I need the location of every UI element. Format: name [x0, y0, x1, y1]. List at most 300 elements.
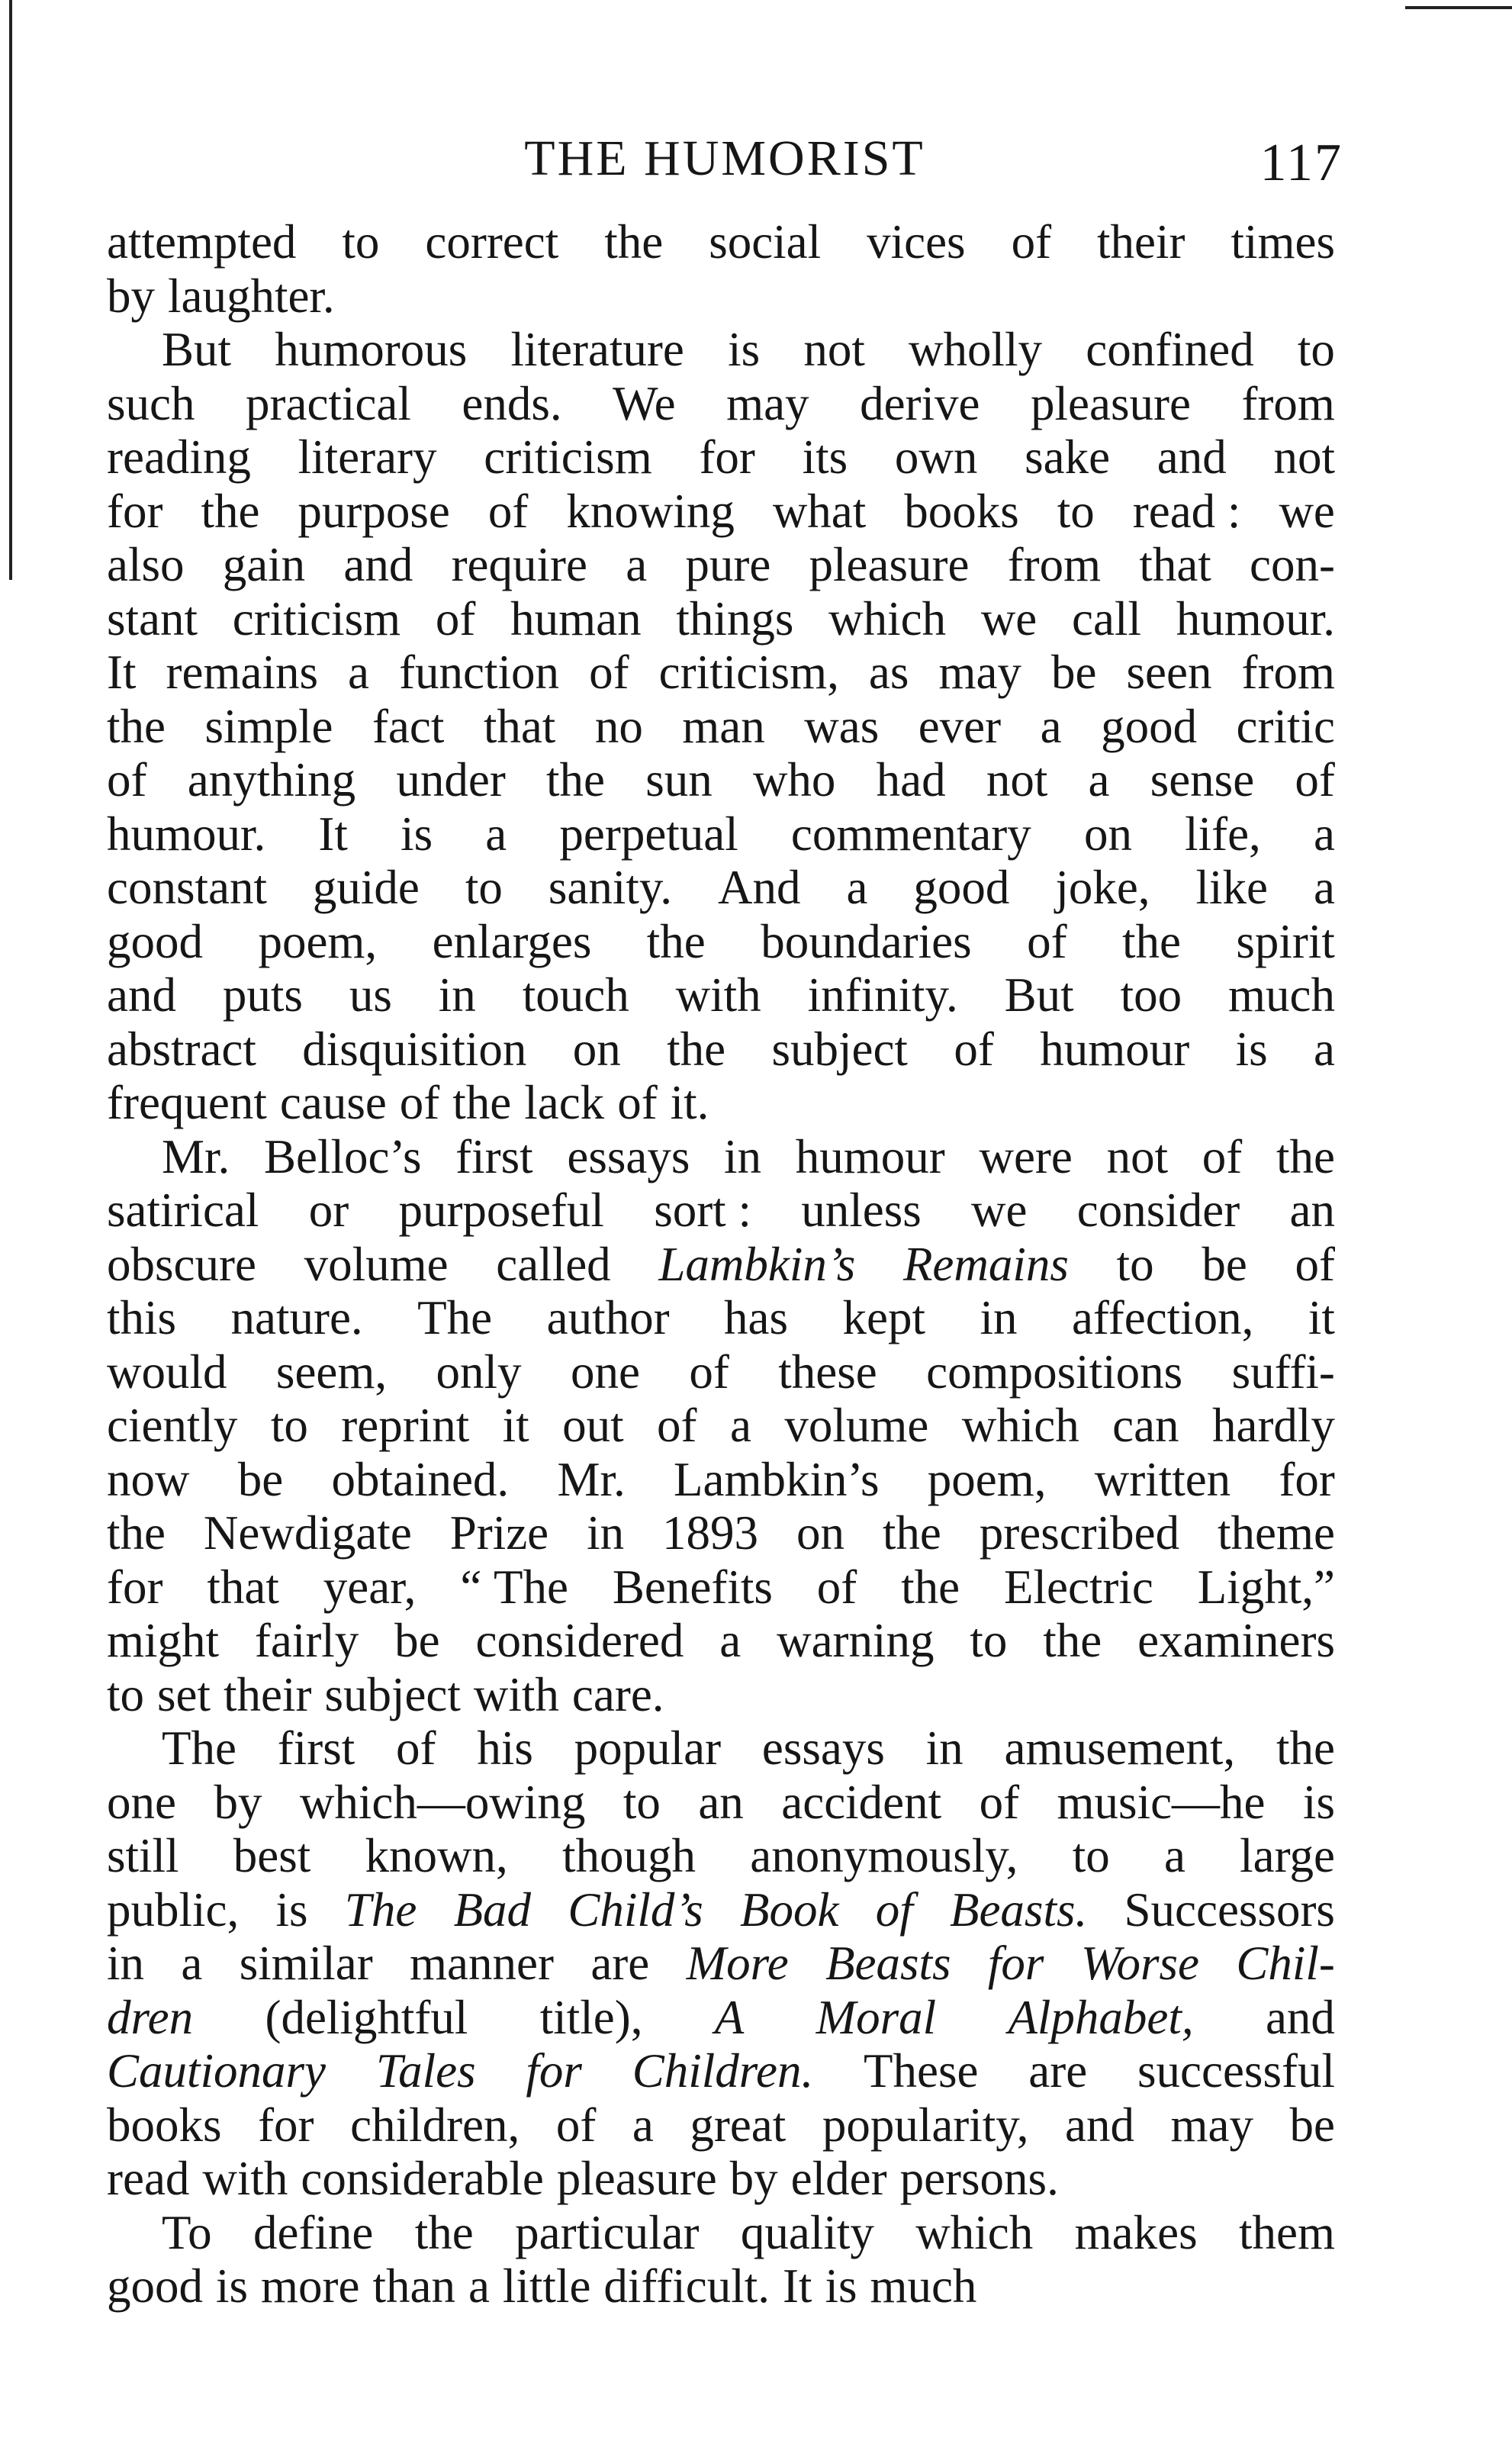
word: can	[1112, 1399, 1179, 1452]
text-line	[107, 269, 1335, 324]
word: literary	[298, 430, 437, 484]
word: to	[970, 1614, 1008, 1667]
word: kept	[842, 1291, 925, 1344]
page-number: 117	[1259, 134, 1343, 192]
word: a	[719, 1614, 742, 1667]
word: boundaries	[761, 914, 972, 968]
word: purpose	[298, 484, 450, 538]
word: derive	[860, 376, 980, 430]
text-line	[107, 1076, 1335, 1130]
word: difficult.	[603, 2259, 770, 2313]
word: amusement,	[1004, 1721, 1236, 1775]
word: sanity.	[548, 861, 672, 914]
word: in	[980, 1291, 1018, 1344]
word: good	[107, 914, 203, 968]
text-line	[107, 1183, 1335, 1238]
word: unless	[801, 1183, 922, 1237]
word: a	[485, 807, 507, 861]
word: in	[438, 968, 476, 1022]
word: Lambkin’s	[674, 1452, 880, 1506]
word: sake	[1025, 430, 1111, 484]
word: little	[502, 2259, 591, 2313]
word: the	[882, 1506, 941, 1560]
word: a	[729, 1399, 751, 1452]
word: Beasts	[825, 1937, 951, 1990]
word: to	[1072, 1829, 1110, 1882]
text-line	[107, 2098, 1335, 2152]
word: The	[417, 1291, 493, 1344]
word: of	[107, 753, 147, 807]
word: by	[107, 269, 155, 323]
word: of	[1295, 1237, 1335, 1291]
word: humorous	[275, 323, 468, 376]
word: might	[107, 1614, 220, 1667]
text-line	[107, 1614, 1335, 1668]
word: spirit	[1236, 914, 1335, 968]
word: for	[699, 430, 755, 484]
text-line	[107, 861, 1335, 915]
paragraph	[107, 1130, 1335, 1722]
word: more	[261, 2259, 360, 2313]
word: is	[275, 1882, 308, 1937]
word: be	[1289, 2098, 1335, 2152]
word: volume	[304, 1237, 449, 1291]
word: and	[1157, 430, 1227, 484]
word: care.	[571, 1667, 664, 1721]
word: the	[667, 1022, 726, 1076]
word: popular	[574, 1721, 722, 1775]
word: not	[1106, 1129, 1169, 1183]
word: are	[590, 1937, 650, 1990]
word: humour.	[107, 807, 266, 861]
word: title),	[539, 1990, 643, 2044]
word: times	[1231, 215, 1335, 269]
word: volume	[784, 1399, 929, 1452]
word: known,	[365, 1829, 508, 1882]
word: humour.	[1176, 591, 1335, 646]
word: a	[1313, 861, 1335, 914]
word: remains	[166, 646, 318, 699]
word: But	[162, 323, 232, 376]
word: Child’s	[568, 1882, 703, 1937]
word: It	[318, 807, 348, 861]
text-line	[107, 1560, 1335, 1615]
text-line	[107, 2259, 1335, 2313]
word: for	[107, 1560, 163, 1614]
word: them	[1238, 2205, 1335, 2259]
word: humour	[1040, 1022, 1190, 1076]
word: we	[980, 591, 1037, 646]
text-line	[107, 1668, 1335, 1722]
text-line	[107, 1721, 1335, 1776]
word: anonymously,	[750, 1829, 1018, 1882]
word: seem,	[275, 1344, 388, 1399]
word: essays	[567, 1129, 690, 1183]
word: theme	[1218, 1506, 1335, 1560]
paragraph	[107, 323, 1335, 1130]
word: first	[455, 1129, 533, 1183]
word: It	[107, 646, 137, 699]
word: fact	[372, 699, 445, 753]
word: con-	[1250, 538, 1335, 591]
word: of	[1011, 215, 1052, 269]
word: obtained.	[331, 1452, 510, 1506]
word: popularity,	[822, 2098, 1029, 2152]
word: what	[772, 484, 867, 538]
word: these	[778, 1344, 877, 1399]
word: pure	[685, 538, 771, 591]
word: accident	[781, 1775, 942, 1829]
word: Remains	[902, 1237, 1069, 1291]
word: this	[107, 1291, 177, 1344]
word: of	[875, 1882, 913, 1937]
word: criticism	[484, 430, 652, 484]
word: pleasure	[809, 538, 970, 591]
word: their	[1097, 215, 1185, 269]
word: of	[399, 1076, 440, 1129]
paragraph	[107, 1721, 1335, 2206]
word: one	[570, 1344, 640, 1399]
word: enlarges	[432, 914, 592, 968]
word: one	[107, 1775, 176, 1829]
word: purposeful	[398, 1183, 604, 1237]
word: It	[782, 2259, 812, 2313]
word: set	[157, 1667, 211, 1721]
word: be	[1050, 646, 1097, 699]
word: ever	[918, 699, 1002, 753]
word: a	[626, 538, 648, 591]
word: Mr.	[557, 1452, 626, 1506]
word: Moral	[816, 1990, 937, 2044]
word: reading	[107, 430, 251, 484]
word: knowing	[566, 484, 735, 538]
word: things	[676, 591, 794, 646]
word: compositions	[926, 1344, 1183, 1399]
word: written	[1094, 1452, 1231, 1506]
word: his	[477, 1721, 533, 1775]
word: hardly	[1211, 1399, 1335, 1452]
word: sort :	[654, 1183, 751, 1237]
word: a	[1088, 753, 1110, 807]
word: to	[1297, 323, 1335, 376]
word: and	[1265, 1990, 1335, 2044]
text-line	[107, 1399, 1335, 1453]
word: a	[1314, 1022, 1335, 1076]
word: a	[846, 861, 868, 914]
word: in	[925, 1721, 963, 1775]
page-edge-top	[1405, 6, 1512, 9]
word: from	[1241, 376, 1335, 430]
word: stant	[107, 591, 198, 646]
word: successful	[1137, 2044, 1335, 2098]
word: may	[938, 646, 1021, 699]
word: be	[394, 1614, 440, 1667]
word: best	[233, 1829, 311, 1882]
word: quality	[740, 2205, 874, 2259]
word: large	[1240, 1829, 1335, 1882]
word: criticism	[232, 591, 401, 646]
word: elder	[790, 2152, 887, 2205]
text-line	[107, 753, 1335, 807]
word: had	[876, 753, 946, 807]
word: of	[617, 1076, 658, 1129]
word: was	[804, 699, 880, 753]
text-line	[107, 215, 1335, 269]
word: an	[698, 1775, 744, 1829]
word: nature.	[230, 1291, 363, 1344]
word: To	[162, 2205, 212, 2259]
word: (delightful	[265, 1990, 468, 2044]
word: examiners	[1137, 1614, 1335, 1667]
text-line	[107, 646, 1335, 700]
text-line	[107, 1238, 1335, 1292]
word: in	[587, 1506, 625, 1560]
word: were	[979, 1129, 1073, 1183]
word: of	[1202, 1129, 1243, 1183]
word: Book	[739, 1882, 839, 1937]
word: it	[1308, 1291, 1335, 1344]
running-head: THE HUMORIST	[524, 130, 925, 186]
word: to	[1057, 484, 1095, 538]
word: satirical	[107, 1183, 259, 1237]
word: Chil-	[1236, 1937, 1335, 1990]
word: the	[1043, 1614, 1102, 1667]
word: criticism,	[658, 646, 839, 699]
word: cause	[279, 1076, 387, 1129]
word: the	[414, 2205, 474, 2259]
word: much	[1228, 968, 1335, 1022]
word: call	[1072, 591, 1141, 646]
word: suffi-	[1231, 1344, 1335, 1399]
word: only	[436, 1344, 522, 1399]
text-line	[107, 1130, 1335, 1184]
word: Newdigate	[203, 1506, 412, 1560]
word: own	[894, 430, 978, 484]
word: read	[107, 2152, 190, 2205]
word: critic	[1236, 699, 1335, 753]
word: the	[546, 753, 605, 807]
word: no	[594, 699, 643, 753]
word: attempted	[107, 215, 297, 269]
word: practical	[246, 376, 411, 430]
word: it	[502, 1399, 529, 1452]
word: which	[828, 591, 947, 646]
word: Bad	[453, 1882, 532, 1937]
word: under	[396, 753, 506, 807]
word: of	[589, 646, 629, 699]
word: as	[868, 646, 909, 699]
text-line	[107, 968, 1335, 1022]
word: obscure	[107, 1237, 256, 1291]
body-text	[107, 215, 1335, 2313]
word: wholly	[909, 323, 1043, 376]
word: These	[864, 2044, 979, 2098]
word: year,	[323, 1560, 417, 1614]
word: of	[689, 1344, 729, 1399]
text-line	[107, 485, 1335, 539]
word: too	[1120, 968, 1182, 1022]
word: of	[657, 1399, 697, 1452]
word: the	[452, 1076, 512, 1129]
word: ends.	[462, 376, 562, 430]
word: Mr.	[162, 1129, 230, 1183]
word: guide	[312, 861, 420, 914]
word: puts	[222, 968, 303, 1022]
word: good	[913, 861, 1010, 914]
word: seen	[1126, 646, 1212, 699]
text-line	[107, 1776, 1335, 1830]
word: social	[709, 215, 822, 269]
word: for	[987, 1937, 1044, 1990]
word: gain	[222, 538, 306, 591]
word: makes	[1074, 2205, 1198, 2259]
word: particular	[515, 2205, 700, 2259]
word: sun	[645, 753, 713, 807]
word: of	[487, 484, 529, 538]
word: require	[451, 538, 587, 591]
word: subject	[771, 1022, 908, 1076]
word: Lambkin’s	[658, 1237, 856, 1291]
word: much	[870, 2259, 977, 2313]
word: 1893	[662, 1506, 759, 1560]
text-line	[107, 592, 1335, 646]
word: the	[107, 699, 166, 753]
word: warning	[777, 1614, 935, 1667]
word: to	[622, 1775, 661, 1829]
word: dren	[107, 1990, 194, 2044]
word: reprint	[341, 1399, 470, 1452]
word: Successors	[1124, 1882, 1335, 1937]
word: a	[348, 646, 370, 699]
word: life,	[1185, 807, 1261, 861]
page-header	[107, 130, 1343, 191]
word: for	[258, 2098, 314, 2152]
word: a	[632, 2098, 654, 2152]
word: humour	[795, 1129, 945, 1183]
word: confined	[1086, 323, 1254, 376]
word: Benefits	[612, 1560, 773, 1614]
word: is	[1235, 1022, 1268, 1076]
word: “ The	[460, 1560, 568, 1614]
text-line	[107, 1291, 1335, 1345]
word: with	[675, 968, 761, 1022]
word: the	[604, 215, 664, 269]
word: public,	[107, 1882, 240, 1937]
word: now	[107, 1452, 190, 1506]
word: books	[107, 2098, 222, 2152]
text-line	[107, 538, 1335, 592]
word: is	[825, 2259, 857, 2313]
word: subject	[324, 1667, 461, 1721]
word: The	[162, 1721, 236, 1775]
word: to	[465, 861, 503, 914]
word: lack	[524, 1076, 605, 1129]
word: not	[1273, 430, 1335, 484]
word: poem,	[258, 914, 378, 968]
word: But	[1004, 968, 1074, 1022]
word: such	[107, 376, 195, 430]
word: it.	[670, 1076, 709, 1129]
word: the	[646, 914, 706, 968]
word: sense	[1150, 753, 1255, 807]
word: we	[971, 1183, 1028, 1237]
word: perpetual	[559, 807, 738, 861]
text-line	[107, 915, 1335, 969]
word: of	[1295, 753, 1335, 807]
word: called	[496, 1237, 611, 1291]
word: ciently	[107, 1399, 238, 1452]
word: the	[1276, 1129, 1335, 1183]
word: commentary	[790, 807, 1031, 861]
word: prescribed	[979, 1506, 1180, 1560]
word: frequent	[107, 1076, 267, 1129]
word: joke,	[1055, 861, 1150, 914]
word: Belloc’s	[263, 1129, 422, 1183]
word: similar	[239, 1937, 373, 1990]
text-line	[107, 2206, 1335, 2260]
word: on	[796, 1506, 844, 1560]
word: Electric	[1004, 1560, 1153, 1614]
word: Children.	[632, 2044, 814, 2098]
word: still	[107, 1829, 179, 1882]
word: with	[473, 1667, 559, 1721]
word: a	[1163, 1829, 1185, 1882]
word: to	[270, 1399, 308, 1452]
word: Tales	[375, 2044, 476, 2098]
word: though	[562, 1829, 696, 1882]
text-line	[107, 1937, 1335, 1991]
word: which—owing	[299, 1775, 586, 1829]
word: of	[435, 591, 476, 646]
text-line	[107, 1345, 1335, 1399]
word: A	[714, 1990, 745, 2044]
word: out	[562, 1399, 624, 1452]
word: to	[107, 1667, 145, 1721]
word: of	[555, 2098, 597, 2152]
word: that	[483, 699, 556, 753]
word: laughter.	[168, 269, 335, 323]
word: simple	[204, 699, 333, 753]
word: of	[396, 1721, 436, 1775]
word: define	[253, 2205, 374, 2259]
word: a	[468, 2259, 490, 2313]
word: great	[690, 2098, 787, 2152]
word: We	[613, 376, 676, 430]
word: children,	[350, 2098, 520, 2152]
word: of	[816, 1560, 857, 1614]
word: would	[107, 1344, 227, 1399]
word: first	[277, 1721, 355, 1775]
word: a	[181, 1937, 203, 1990]
word: man	[682, 699, 765, 753]
word: its	[802, 430, 848, 484]
text-line	[107, 1453, 1335, 1507]
word: pleasure	[556, 2152, 717, 2205]
text-line	[107, 430, 1335, 485]
word: are	[1028, 2044, 1088, 2098]
word: human	[510, 591, 642, 646]
word: to	[342, 215, 380, 269]
word: books	[904, 484, 1019, 538]
word: with	[202, 2152, 288, 2205]
paragraph	[107, 2206, 1335, 2313]
word: is	[1302, 1775, 1335, 1829]
word: a	[1040, 699, 1062, 753]
word: Cautionary	[107, 2044, 327, 2098]
word: Alphabet,	[1008, 1990, 1194, 2044]
word: constant	[107, 861, 267, 914]
text-line	[107, 1883, 1335, 1937]
